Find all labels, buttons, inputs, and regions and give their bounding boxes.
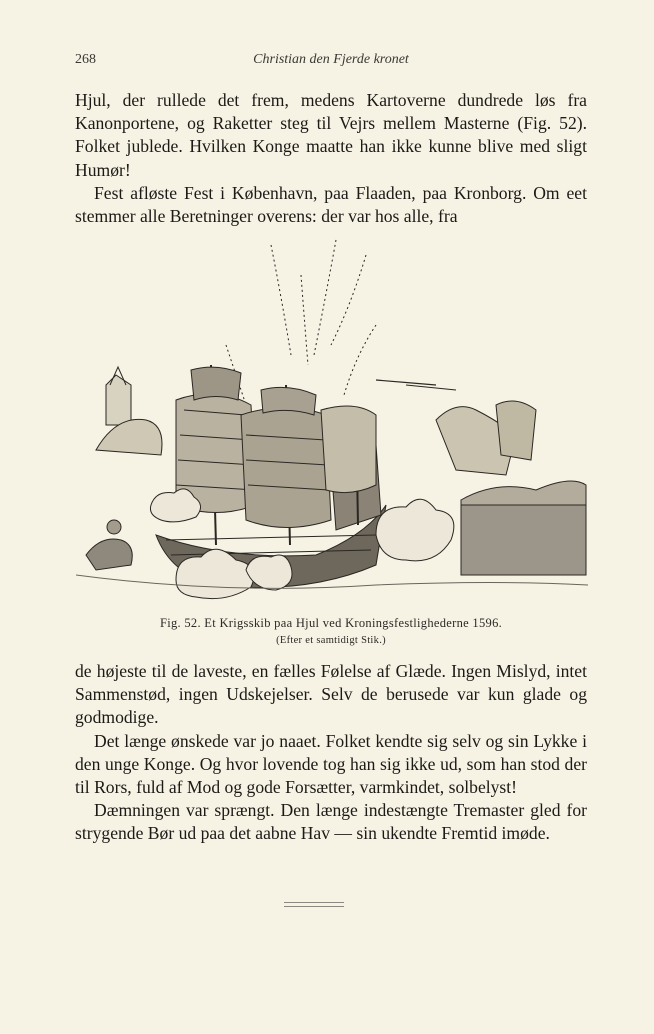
horsemen-right [376,380,536,475]
paragraph: de højeste til de laveste, en fælles Følelse af Glæde. Ingen Mislyd, intet Sammenstød, ingen Udskejelser. Selv de berusede var kun glade og godmodige. [75,661,587,728]
rider-left [86,520,132,570]
text-block-top [75,89,587,228]
figure-credit: (Efter et samtidigt Stik.) [276,635,386,646]
page-header [75,52,587,72]
text-block-bottom [75,660,587,846]
castle-left [96,367,162,455]
paragraph: Det længe ønskede var jo naaet. Folket kendte sig selv og sin Lykke i den unge Konge. Og hvor lovende tog han sig ikke ud, som han stod der til Rors, fuld af Mod og gode Forsætter, varmkindet, solbelyst! [75,730,587,798]
engraving-illustration [76,235,588,607]
figure-ship-on-wheels [76,235,588,607]
page-number: 268 [75,52,96,67]
paragraph: Hjul, der rullede det frem, medens Kartoverne dundrede løs fra Kanonportene, og Raketter steg til Vejrs mellem Masterne (Fig. 52). Folket jublede. Hvilken Konge maatte han ikke kunne blive med sligt Humør! [75,90,587,180]
ornamental-rule [284,902,344,907]
figure-caption: Fig. 52. Et Krigsskib paa Hjul ved Kroningsfestlighederne 1596. [159,616,503,630]
running-title: Christian den Fjerde kronet [253,52,409,67]
paragraph: Dæmningen var sprængt. Den længe indestængte Tremaster gled for strygende Bør ud paa det aabne Hav — sin ukendte Fremtid imøde. [75,800,587,844]
paragraph: Fest afløste Fest i København, paa Flaaden, paa Kronborg. Om eet stemmer alle Beretninger overens: der var hos alle, fra [75,182,587,227]
rocket-trails [226,240,376,405]
crowd-right [461,481,586,575]
